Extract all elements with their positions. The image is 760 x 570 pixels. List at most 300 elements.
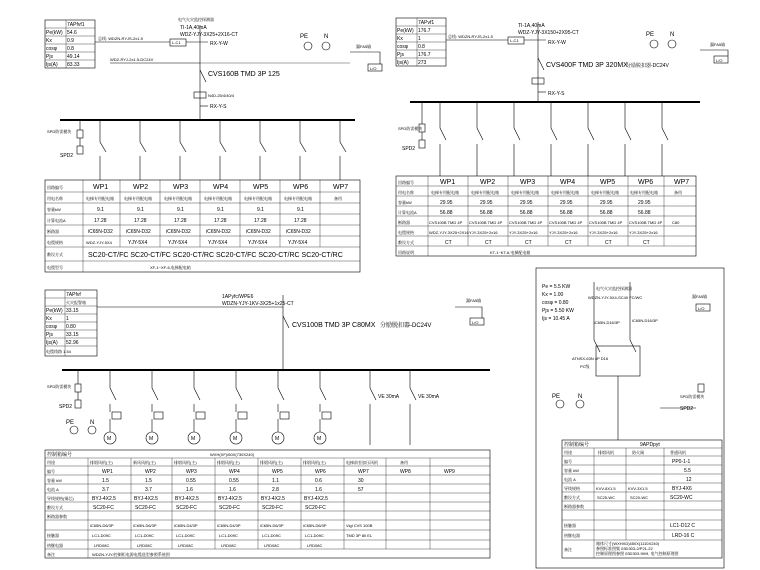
p3-brk-3: iC65N-D4/3P — [174, 523, 198, 528]
p3-ve2: VE 30mA — [418, 394, 440, 400]
p1-hv-2: 0.9 — [67, 38, 74, 44]
p1-branch-7 — [340, 120, 346, 180]
p1-wp4: WP4 — [213, 184, 229, 191]
p3-rl-1: 编号 — [47, 469, 55, 474]
p2-cbl-2: YJY-3X25+2x16 — [469, 230, 498, 235]
p3-pe: PE — [66, 420, 75, 426]
p2-kw-4: 29.95 — [560, 200, 573, 206]
p2-rl-7: 回路说明 — [398, 250, 414, 255]
p4-spd: SPD2 — [680, 406, 694, 412]
p4-ats-box — [596, 346, 640, 376]
p3-extra: 电缆线路 1.54 — [46, 349, 71, 354]
p1-brk-4: iC65N-D32 — [206, 229, 231, 235]
p3-cont-3: LC1-D09C — [176, 533, 195, 538]
p3-cont-5: LC1-D09C — [262, 533, 281, 538]
panel-3-header-table — [45, 290, 97, 356]
panel-1 — [45, 16, 382, 272]
p3-thr-4: LRD08C — [221, 543, 237, 548]
p1-hk-3: Pjs — [46, 54, 53, 60]
p2-a-6: 56.88 — [638, 210, 651, 216]
p1-hv-4: 49.14 — [67, 54, 80, 60]
p1-cable-code: WDZ-YJY-3X25+2X16-CT — [180, 32, 239, 38]
p1-load-2: 电梯专用配电箱 — [124, 196, 152, 201]
p3-rl-0: 用途 — [47, 460, 55, 465]
p3-lay-3: SC20-FC — [176, 505, 197, 511]
p3-hk-2: cosφ — [46, 324, 58, 330]
p3-brk-6: iC65N-D6/3P — [303, 523, 327, 528]
panel-2-circuit-table — [396, 176, 696, 256]
p3-cbl-6: BYJ-4X2.5 — [304, 496, 328, 502]
p1-branches — [100, 120, 346, 180]
p1-kw-3: 9.1 — [177, 207, 184, 213]
p4-rl-9: 备注 — [564, 547, 572, 552]
p1-lo: L/O — [370, 66, 377, 71]
p2-wp3: WP3 — [520, 179, 536, 186]
p2-lay-2: CT — [485, 240, 492, 246]
p2-kw-1: 29.95 — [440, 200, 453, 206]
p2-a-5: 56.88 — [600, 210, 613, 216]
p3-remark-val: WDZN-YJY/控制柜电源电缆选型参照系统图 — [92, 552, 170, 557]
p2-rl-5: 电缆规格 — [398, 230, 414, 235]
p2-rl-6: 敷设方式 — [398, 240, 414, 245]
p1-load-4: 电梯专用配电箱 — [204, 196, 232, 201]
p3-code-3: WP3 — [186, 469, 197, 475]
p4-rl-7: 接触器 — [564, 523, 576, 528]
p3-hv-1: 火灾报警箱 — [66, 300, 86, 305]
p2-load-6: 电梯专用配电箱 — [630, 190, 658, 195]
p4-rl-3: 电流 A — [564, 477, 576, 482]
p3-rl-5: 敷设方式 — [47, 505, 63, 510]
p2-wp2: WP2 — [480, 179, 496, 186]
p3-hk-1: Kx — [46, 316, 52, 322]
p1-wp1: WP1 — [93, 184, 109, 191]
p3-cont-7: TMD 3P 80 EL — [346, 533, 373, 538]
p1-rl-0: 回路编号 — [47, 185, 63, 190]
p1-hv-0: 7APfvf1 — [67, 22, 85, 28]
p1-rl-2: 容量kW — [47, 207, 61, 212]
p2-breaker-suffix: 分励脱扣器-DC24V — [626, 63, 669, 69]
p1-hv-1: 54.6 — [67, 30, 77, 36]
p2-pe: PE — [646, 32, 655, 38]
p3-branch-5 — [278, 370, 284, 412]
p3-brk-4: iC65N-D4/3P — [217, 523, 241, 528]
p4-c3-0: 普通风机 — [670, 450, 686, 455]
p4-pe: PE — [552, 394, 561, 400]
p1-load-6: 电梯专用配电箱 — [284, 196, 312, 201]
p2-n: N — [670, 32, 675, 38]
p2-a-4: 56.88 — [560, 210, 573, 216]
p1-branch-1 — [100, 120, 106, 180]
p2-lo: L/O — [716, 58, 723, 63]
p2-spd-lbl: SPD防雷模块 — [398, 126, 423, 131]
p3-motor-4-label: M — [233, 436, 238, 442]
panel-3-table — [45, 450, 490, 558]
p3-n-terminal — [88, 426, 96, 434]
p2-brk-3: CVS100B TMD 4P — [509, 220, 543, 225]
p3-cbl-2: BYJ-4X2.5 — [134, 496, 158, 502]
p1-feeder: 总线: WDZN-RYJS-2x1.5 — [98, 36, 143, 41]
p2-load-4: 电梯专用配电箱 — [551, 190, 579, 195]
p1-cable-top: TI-1A,40mA — [180, 25, 207, 31]
p2-pe-terminal — [650, 40, 658, 48]
p2-a-3: 56.88 — [520, 210, 533, 216]
p3-hk-4: Ijs(A) — [46, 340, 58, 346]
p4-remark2: 参照标准图集 03D303-2/P21-22 — [596, 546, 653, 551]
p4-n-terminal — [576, 400, 584, 408]
p3-branch-2 — [152, 370, 158, 412]
p1-rl-5: 电缆规格 — [47, 240, 63, 245]
p2-lay-4: CT — [565, 240, 572, 246]
p2-branch-7 — [662, 102, 668, 176]
p4-feed-1 — [594, 282, 600, 352]
p3-lay-4: SC20-FC — [219, 505, 240, 511]
p1-hk-1: Kx — [46, 38, 52, 44]
p1-note: XF-1~XF-6,电梯配电箱 — [150, 265, 191, 270]
p3-kw-3: 0.55 — [186, 478, 196, 484]
p2-lay-5: CT — [605, 240, 612, 246]
p1-load-1: 电梯专用配电箱 — [86, 196, 114, 201]
p1-a-5: 17.28 — [254, 218, 267, 224]
panel-1-circuit-table — [45, 180, 360, 272]
p3-ve1: VE 30mA — [378, 394, 400, 400]
p4-rl-0: 用途 — [564, 450, 572, 455]
p2-brk-1: CVS100B TMD 4P — [429, 220, 463, 225]
p3-cbl-5: BYJ-4X2.5 — [261, 496, 285, 502]
p1-rl-7: 电缆型号 — [47, 265, 63, 270]
p2-rtu: L-C1 — [510, 38, 519, 43]
p3-remark: 备注 — [47, 552, 55, 557]
p3-use-5: 排烟风机(主) — [260, 460, 283, 465]
panel-2 — [396, 18, 728, 256]
p2-brk-5: CVS100B TMD 4P — [589, 220, 623, 225]
p1-rfl: 漏FA5输 — [356, 44, 372, 49]
p3-cont-1: LC1-D09C — [92, 533, 111, 538]
p1-rl-1: 用电名称 — [47, 196, 63, 201]
p2-kw-3: 29.95 — [520, 200, 533, 206]
p1-breaker: CVS160B TMD 3P 125 — [208, 71, 280, 78]
p3-table-title: 控制箱编号 — [47, 452, 73, 458]
p4-c2-5: SC20-WC — [630, 495, 649, 500]
p2-lay-1: CT — [445, 240, 452, 246]
p2-rl-0: 回路编号 — [398, 180, 414, 185]
p2-kw-2: 29.95 — [480, 200, 493, 206]
p3-a-5: 2.8 — [272, 487, 279, 493]
p3-pe-terminal — [70, 426, 78, 434]
p3-hv-4: 0.80 — [66, 324, 76, 330]
p1-wp2: WP2 — [133, 184, 149, 191]
p2-cable-code: WDZ-YJY-3X150+2X95-CT — [518, 30, 579, 36]
p1-brk-5: iC65N-D32 — [246, 229, 271, 235]
p4-table-title: 控制箱编号 — [564, 442, 590, 448]
p4-kx: Kx = 1.00 — [542, 292, 564, 298]
p3-thr-5: LRD08C — [264, 543, 280, 548]
p3-cbl-1: BYJ-4X2.5 — [92, 496, 116, 502]
panel-4-table — [562, 440, 722, 558]
p3-branch-6 — [320, 370, 326, 412]
p3-code-8: WP8 — [400, 469, 411, 475]
p1-hk-0: Pe(kW) — [46, 30, 63, 36]
p1-brk-1: iC65N-D32 — [88, 229, 113, 235]
p4-c2-0: 防火阀 — [632, 450, 644, 455]
p2-hk-0: Pe(kW) — [397, 28, 414, 34]
p4-rfl: 漏FA5输 — [692, 294, 708, 299]
p3-a-1: 3.7 — [102, 487, 109, 493]
p1-branch-4 — [220, 120, 226, 180]
p2-hv-5: 273 — [418, 60, 427, 66]
p3-use-1: 排烟风机(主) — [90, 460, 113, 465]
p3-motor-2-label: M — [149, 436, 154, 442]
p2-a-2: 56.88 — [480, 210, 493, 216]
p3-kw-4: 0.55 — [229, 478, 239, 484]
p2-brk-7: C80 — [672, 220, 680, 225]
p2-a-1: 56.88 — [440, 210, 453, 216]
p1-wp7: WP7 — [333, 184, 349, 191]
p2-branch-5 — [588, 102, 594, 176]
p3-rl-4: 导线规格(铜芯) — [47, 496, 74, 501]
p3-brk-7: Vigi CVS 100B — [346, 523, 373, 528]
p1-rl-6: 敷设方式 — [47, 252, 63, 257]
p3-branch-7 — [370, 370, 376, 445]
p3-rl-2: 容量 kW — [47, 478, 62, 483]
p3-code-7: WP7 — [358, 469, 369, 475]
p3-cont-6: LC1-D09C — [305, 533, 324, 538]
p3-thr-1: LRD08C — [94, 543, 110, 548]
p2-load-5: 电梯专用配电箱 — [591, 190, 619, 195]
p2-hv-3: 0.8 — [418, 44, 425, 50]
p1-branch-3 — [180, 120, 186, 180]
p2-wp1: WP1 — [440, 179, 456, 186]
p1-rx1: RX-Y-W — [210, 41, 228, 47]
p3-brk-1: iC65N-D6/3P — [90, 523, 114, 528]
p3-motor-1-label: M — [107, 436, 112, 442]
p1-main-breaker-symbol — [200, 70, 206, 82]
p4-rl-8: 热继电器 — [564, 533, 580, 538]
p2-hk-2: cosφ — [397, 44, 409, 50]
p1-lay: SC20-CT/FC SC20-CT/FC SC20-CT/RC SC20-CT/FC SC20-CT/RC SC20-CT/RC — [88, 252, 343, 259]
p4-feed-2 — [630, 282, 636, 352]
p1-rx2: RX-Y-S — [210, 104, 227, 110]
p2-spd: SPD2 — [402, 146, 416, 152]
p4-rl-2: 容量 kW — [564, 468, 579, 473]
p3-a-3: 1.6 — [186, 487, 193, 493]
p3-spd: SPD2 — [59, 404, 73, 410]
p4-pcm: PC级 — [580, 364, 590, 369]
p3-table-code: WXH(XF)/60X(730X240) — [210, 452, 255, 457]
p3-kw-5: 1.1 — [272, 478, 279, 484]
p3-branch-4 — [236, 370, 242, 412]
p4-c3-4: BYJ-4X6 — [672, 486, 692, 492]
p2-rfl: 漏FA5输 — [710, 42, 726, 47]
p1-branch-2 — [140, 120, 146, 180]
p1-breaker-lbl: N4D-25/4/40/4 — [208, 93, 235, 98]
p1-cbl-2: YJY-5X4 — [128, 240, 148, 246]
p4-n: N — [578, 394, 583, 400]
p4-cable: WDZN-YJY-5X4-SC40 FC/WC — [588, 295, 643, 300]
panel-4 — [536, 268, 724, 568]
p2-cbl-1: WDZ-YJY-3X25+2X16 — [429, 230, 469, 235]
p2-hv-2: 1 — [418, 36, 421, 42]
p1-cbl-5: YJY-5X4 — [248, 240, 268, 246]
p2-hv-4: 176.7 — [418, 52, 431, 58]
p3-brk-2: iC65N-D6/3P — [133, 523, 157, 528]
p1-pe-terminal — [304, 42, 312, 50]
p3-code-2: WP2 — [145, 469, 156, 475]
p4-brk2: iC65N-D16/3P — [632, 318, 658, 323]
p3-code-6: WP6 — [315, 469, 326, 475]
p3-lo: L/O — [472, 320, 479, 325]
p1-rtu: L-C1 — [172, 40, 181, 45]
p3-brk-5: iC65N-D6/3P — [260, 523, 284, 528]
p4-rl-1: 编号 — [564, 459, 572, 464]
p3-a-4: 1.6 — [229, 487, 236, 493]
p2-load-7: 备用 — [674, 190, 682, 195]
p3-hv-6: 52.96 — [66, 340, 79, 346]
p3-kw-6: 0.6 — [315, 478, 322, 484]
p2-branch-2 — [477, 102, 483, 176]
p4-ats: ATNSX-63N 4P D16 — [572, 356, 609, 361]
p2-rx1: RX-Y-W — [548, 40, 566, 46]
p2-rl-1: 用电名称 — [398, 190, 414, 195]
p3-rfl: 漏FA5输 — [466, 298, 482, 303]
p3-use-7: 电梯前室加压风机 — [346, 460, 378, 465]
p1-wp5: WP5 — [253, 184, 269, 191]
p3-motor-6-label: M — [317, 436, 322, 442]
p3-use-4: 排烟风机(主) — [217, 460, 240, 465]
p2-branches — [440, 102, 668, 176]
p4-brk1: iC65N-D16/3P — [594, 320, 620, 325]
p2-wp5: WP5 — [600, 179, 616, 186]
panel-1-header-table — [45, 20, 95, 68]
p4-pe-terminal — [556, 400, 564, 408]
p3-breaker: CVS100B TMD 3P C80MX — [292, 322, 376, 329]
p3-motor-branches — [104, 370, 440, 445]
p4-cos: cosφ = 0.80 — [542, 300, 569, 306]
p4-rl-4: 导线规格 — [564, 486, 580, 491]
p4-pe-kw: Pe = 5.5 KW — [542, 284, 571, 290]
p2-lay-6: CT — [643, 240, 650, 246]
p1-load-7: 备用 — [334, 196, 342, 201]
p3-hv-5: 33.15 — [66, 332, 79, 338]
p1-n-terminal — [322, 42, 330, 50]
panel-2-header-table — [396, 18, 446, 66]
p2-wp7: WP7 — [674, 179, 690, 186]
p3-a-7: 57 — [358, 487, 364, 493]
p3-cont-4: LC1-D09C — [219, 533, 238, 538]
p3-motor-3-label: M — [191, 436, 196, 442]
p3-cbl-3: BYJ-4X2.5 — [175, 496, 199, 502]
p1-spd: SPD2 — [60, 153, 74, 159]
p2-branch-3 — [514, 102, 520, 176]
p1-kw-2: 9.1 — [137, 207, 144, 213]
p3-use-2: 新风风机(主) — [133, 460, 156, 465]
p3-rl-7: 接触器 — [47, 533, 59, 538]
p2-brk-2: CVS100B TMD 4P — [469, 220, 503, 225]
p1-a-6: 17.28 — [294, 218, 307, 224]
p4-c2-4: KVV-3X1.5 — [628, 486, 648, 491]
p4-spd-lbl: SPD防雷模块 — [680, 394, 705, 399]
p4-c1-4: KVV-8X1.5 — [596, 486, 616, 491]
p4-remark: 箱体尺寸(WXHXD)450X(1110X240) — [596, 541, 660, 546]
p1-cbl-6: YJY-5X4 — [288, 240, 308, 246]
p3-branch-1 — [110, 370, 116, 412]
p2-lay-3: CT — [525, 240, 532, 246]
p4-lo: L/O — [698, 306, 705, 311]
p3-hv-2: 33.15 — [66, 308, 79, 314]
p2-load-2: 电梯专用配电箱 — [471, 190, 499, 195]
p1-kw-6: 9.1 — [297, 207, 304, 213]
p1-wdz2: WDZ-RYJ-2x1.5-DC24V — [110, 57, 154, 62]
p3-use-6: 排烟风机(主) — [303, 460, 326, 465]
p1-hv-5: 83.33 — [67, 62, 80, 68]
p1-kw-4: 9.1 — [217, 207, 224, 213]
p3-lay-6: SC20-FC — [305, 505, 326, 511]
p1-rl-3: 计算电流A — [47, 218, 66, 223]
p1-feeder-label: 电气火灾监控探测器 — [178, 17, 214, 22]
p3-spd-lbl: SPD防雷模块 — [47, 384, 72, 389]
p4-ijs: Ijs = 10.45 A — [542, 316, 570, 322]
p1-branch-5 — [260, 120, 266, 180]
p3-thr-6: LRD08C — [307, 543, 323, 548]
p2-cbl-4: YJY-3X25+2x16 — [549, 230, 578, 235]
p3-a-6: 1.6 — [315, 487, 322, 493]
p2-n-terminal — [668, 40, 676, 48]
p4-c1-5: SC25-WC — [597, 495, 616, 500]
p1-a-1: 17.28 — [94, 218, 107, 224]
p1-spd-lbl: SPD防雷模块 — [47, 129, 72, 134]
p1-load-3: 电梯专用配电箱 — [164, 196, 192, 201]
p3-cont-2: LC1-D09C — [135, 533, 154, 538]
p2-rl-2: 容量kW — [398, 200, 412, 205]
p2-cbl-5: YJY-3X25+2x16 — [589, 230, 618, 235]
p4-pjs: Pjs = 5.50 KW — [542, 308, 574, 314]
p3-kw-2: 1.5 — [145, 478, 152, 484]
p2-kw-5: 29.95 — [600, 200, 613, 206]
p1-cbl-1: WDZ-YJY-5X4 — [86, 240, 112, 245]
p3-code-9: WP9 — [444, 469, 455, 475]
p2-kw-6: 29.95 — [638, 200, 651, 206]
p2-brk-6: CVS100B TMD 4P — [629, 220, 663, 225]
panel-3 — [45, 290, 490, 558]
p1-hv-3: 0.8 — [67, 46, 74, 52]
p3-rl-3: 电流 A — [47, 487, 59, 492]
p3-thr-3: LRD08C — [178, 543, 194, 548]
p4-rl-5: 敷设方式 — [564, 495, 580, 500]
p2-hv-0: 7APvf1 — [418, 20, 435, 26]
p3-motor-5-label: M — [275, 436, 280, 442]
p2-note: KT-1~KT-6,电梯配电箱 — [490, 250, 531, 255]
p1-brk-6: iC65N-D32 — [286, 229, 311, 235]
p3-use-3: 排烟风机(主) — [174, 460, 197, 465]
p1-brk-2: iC65N-D32 — [126, 229, 151, 235]
p3-a-2: 3.7 — [145, 487, 152, 493]
p3-use-8: 备用 — [400, 460, 408, 465]
p4-c3-5: SC20-WC — [670, 495, 693, 501]
p3-kw-1: 1.5 — [102, 478, 109, 484]
p4-c3-7: LC1-D12 C — [670, 523, 696, 529]
p3-thr-2: LRD08C — [137, 543, 153, 548]
p4-c3-8: LRD-16 C — [672, 533, 695, 539]
p3-cable-code: WDZN-YJY-1KV-3X25+1x25-CT — [222, 301, 294, 307]
p4-c3-1: PP0-1-1 — [672, 459, 691, 465]
p2-hv-1: 176.7 — [418, 28, 431, 34]
p1-kw-1: 9.1 — [97, 207, 104, 213]
p3-branch-3 — [194, 370, 200, 412]
p2-branch-1 — [440, 102, 446, 176]
p2-rl-4: 断路器 — [398, 220, 410, 225]
p1-kw-5: 9.1 — [257, 207, 264, 213]
p2-wp4: WP4 — [560, 179, 576, 186]
p2-branch-6 — [625, 102, 631, 176]
